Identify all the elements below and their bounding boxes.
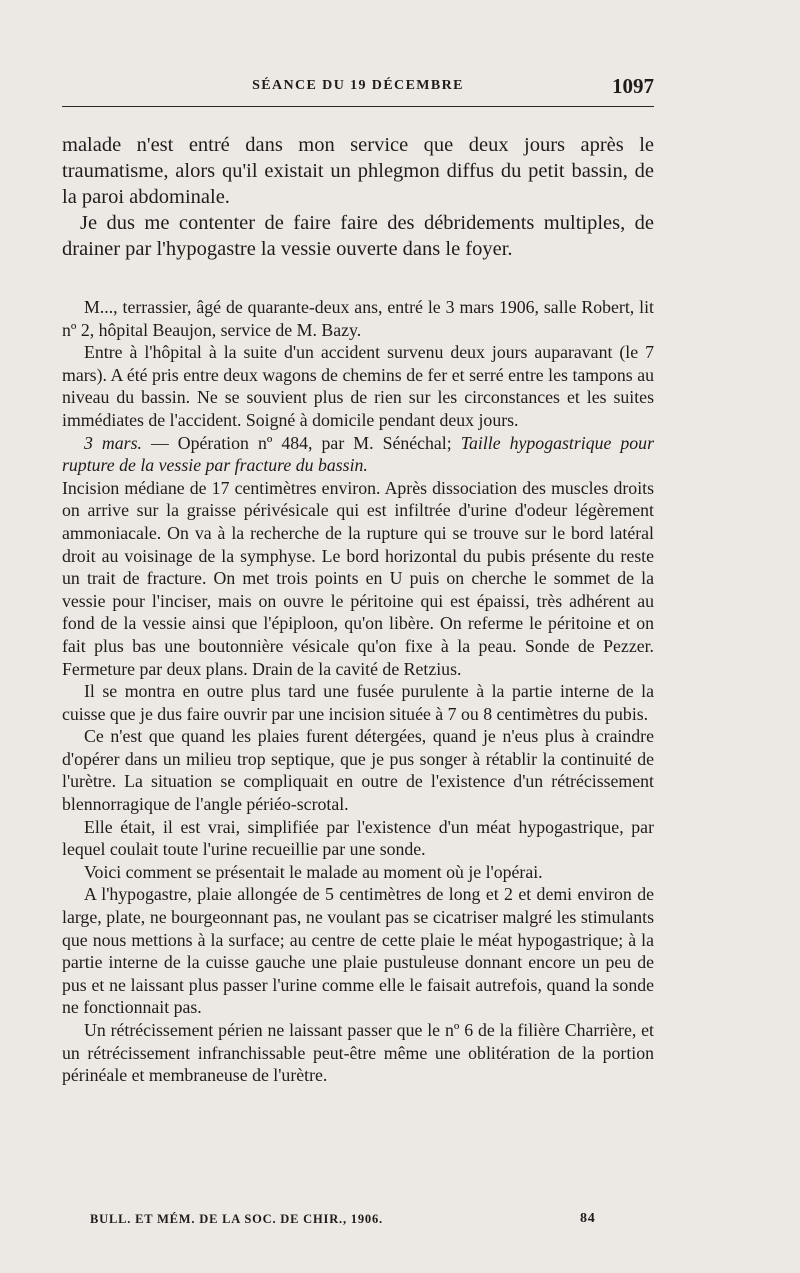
case-paragraph: Elle était, il est vrai, simplifiée par l'existence d'un méat hypogastrique, par lequel coulait toute l'urine recueillie par une sonde. [62,816,654,860]
case-paragraph: Voici comment se présentait le malade au moment où je l'opérai. [84,861,543,882]
intro-paragraph: malade n'est entré dans mon service que deux jours après le traumatisme, alors qu'il existait un phlegmon diffus du petit bassin, de la paroi abdominale. [62,134,654,208]
case-report [62,296,654,1087]
journal-reference: BULL. ET MÉM. DE LA SOC. DE CHIR., 1906. [90,1212,383,1226]
case-paragraph: Ce n'est que quand les plaies furent détergées, quand je n'eus plus à craindre d'opérer dans un milieu trop septique, que je pus songer à rétablir la continuité de l'urètre. La situation se compliquait en outre de l'existence d'un rétrécissement blennorragique de l'angle périéo-scrotal. [62,726,654,815]
case-paragraph: Incision médiane de 17 centimètres environ. Après dissociation des muscles droits on arrive sur la graisse périvésicale qui est infiltrée d'urine d'odeur légèrement ammoniacale. On va à la recherche de la rupture qui se trouve sur le bord latéral droit au voisinage de la symphyse. Le bord horizontal du pubis présente du reste un trait de fracture. On met trois points en U puis on cherche le sommet de la vessie pour l'inciser, mais on ouvre le péritoine qui est épaissi, très adhérent au fond de la vessie ainsi que l'épiploon, qu'on libère. On referme le péritoine et on fait plus bas une boutonnière vésicale qu'on fixe à la peau. Sonde de Pezzer. Fermeture par deux plans. Drain de la cavité de Retzius. [62,477,654,679]
case-paragraph: Un rétrécissement périen ne laissant passer que le nº 6 de la filière Charrière, et un rétrécissement infranchissable peut-être même une oblitération de la portion périnéale et membraneuse de l'urètre. [62,1020,654,1086]
intro-paragraph: Je dus me contenter de faire faire des débridements multiples, de drainer par l'hypogastre la vessie ouverte dans le foyer. [62,212,654,260]
case-paragraph: M..., terrassier, âgé de quarante-deux ans, entré le 3 mars 1906, salle Robert, lit nº 2, hôpital Beaujon, service de M. Bazy. [62,297,654,340]
intro-text [62,132,654,262]
case-paragraph: Il se montra en outre plus tard une fusée purulente à la partie interne de la cuisse que je dus faire ouvrir par une incision située à 7 ou 8 centimètres du pubis. [62,681,654,724]
operation-date: 3 mars. [84,432,142,453]
page-footer [62,1212,654,1232]
case-paragraph: A l'hypogastre, plaie allongée de 5 centimètres de long et 2 et demi environ de large, plate, ne bourgeonnant pas, ne voulant pas se cicatriser malgré les stimulants que nous mettions à la surface; au centre de cette plaie le méat hypogastrique; à la partie interne de la cuisse gauche une plaie pustuleuse donnant encore un peu de pus et ne laissant plus passer l'urine comme elle le faisait autrefois, quand la sonde ne fonctionnait pas. [62,884,654,1018]
running-header [62,74,654,107]
operation-text: — Opération nº 484, par M. Sénéchal; [141,432,461,453]
operation-title: Taille hypogastrique pour rupture de la vessie par fracture du bassin. [62,432,654,476]
page-number: 1097 [612,74,654,98]
signature-mark: 84 [580,1211,596,1226]
running-title: SÉANCE DU 19 DÉCEMBRE [252,78,464,93]
case-paragraph: Entre à l'hôpital à la suite d'un accident survenu deux jours auparavant (le 7 mars). A été pris entre deux wagons de chemins de fer et serré entre les tampons au niveau du bassin. Ne se souvient plus de rien sur les circonstances et les suites immédiates de l'accident. Soigné à domicile pendant deux jours. [62,342,654,430]
operation-paragraph [62,432,654,477]
